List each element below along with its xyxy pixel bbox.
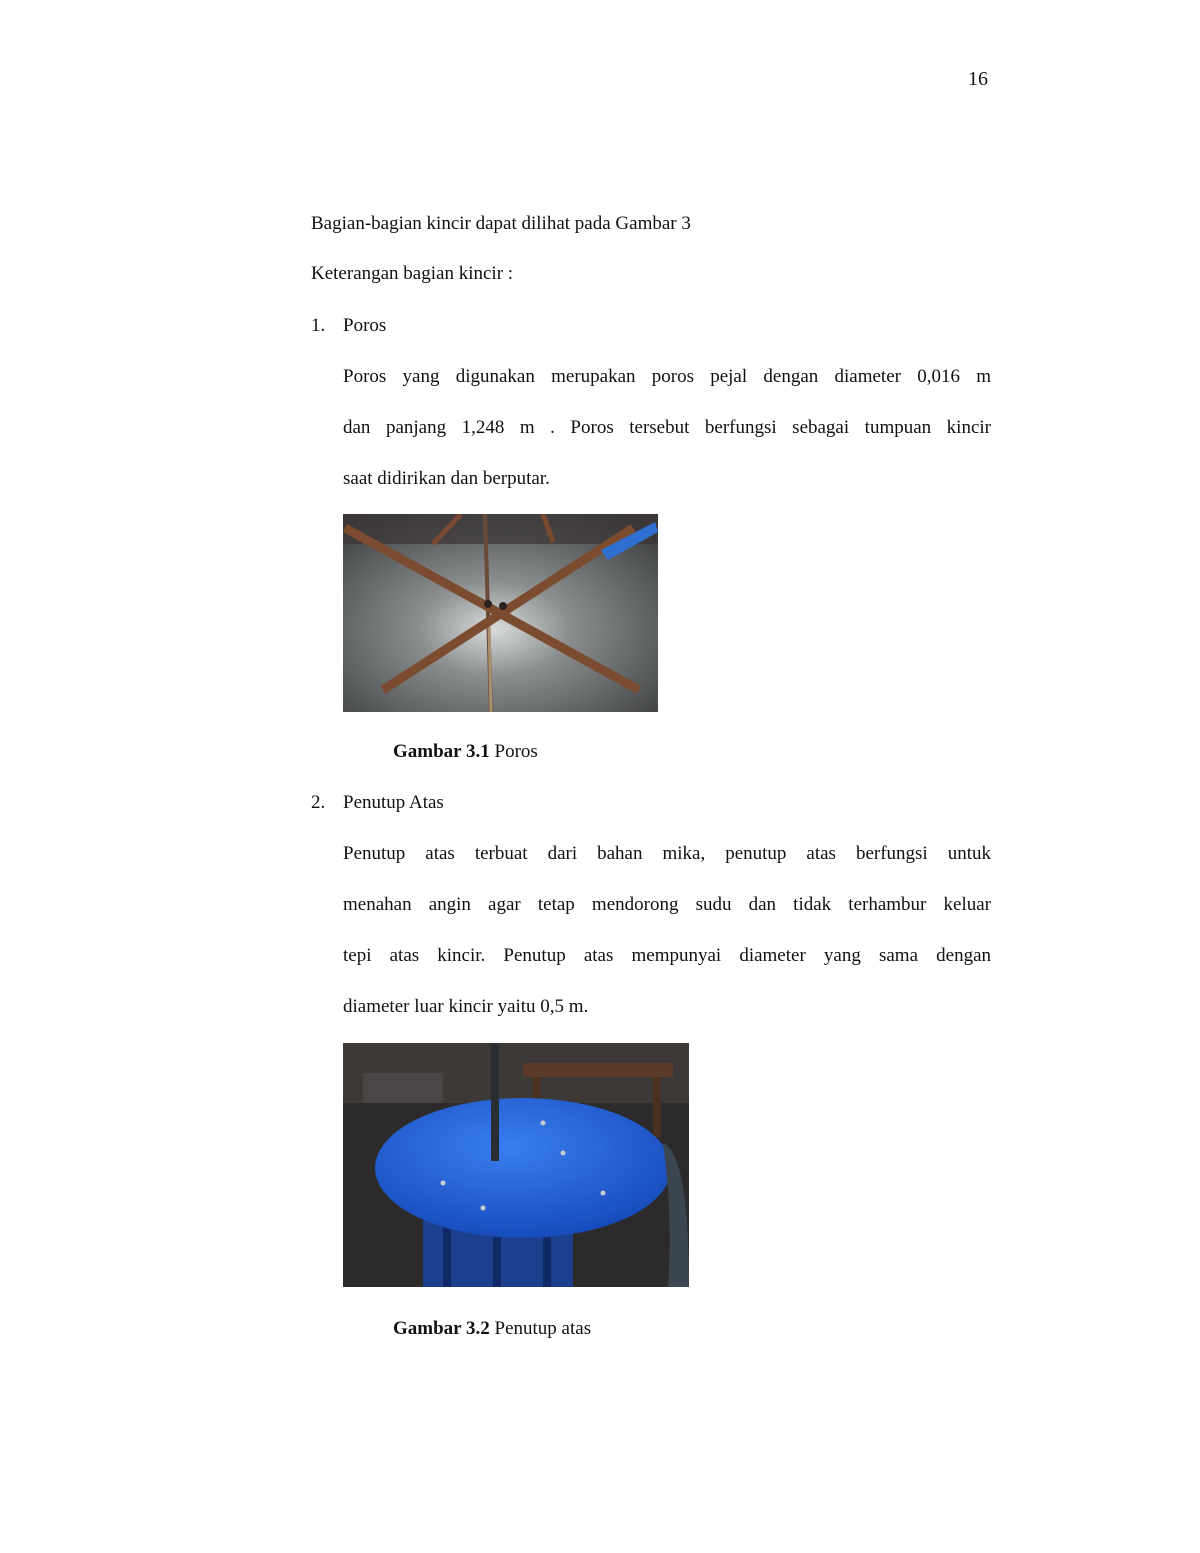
item-1-number: 1. [311,315,326,336]
item-1-paragraph-line: saat didirikan dan berputar. [343,468,550,489]
item-1-paragraph-line: dan panjang 1,248 m . Poros tersebut berfungsi sebagai tumpuan kincir [343,417,991,438]
figure-3-1-label: Gambar 3.1 [393,741,490,762]
item-2-number: 2. [311,792,326,813]
page-number: 16 [968,68,988,90]
figure-3-2-label: Gambar 3.2 [393,1318,490,1339]
item-1-paragraph-line: Poros yang digunakan merupakan poros pejal dengan diameter 0,016 m [343,366,991,387]
intro-line: Bagian-bagian kincir dapat dilihat pada Gambar 3 [311,213,691,234]
figure-3-1-text: Poros [494,741,538,762]
item-2-paragraph-line: diameter luar kincir yaitu 0,5 m. [343,996,589,1017]
item-2-paragraph-line: tepi atas kincir. Penutup atas mempunyai diameter yang sama dengan [343,945,991,966]
item-1-title: Poros [343,315,387,336]
figure-3-1-caption [393,740,538,764]
figure-3-2-text: Penutup atas [494,1318,592,1339]
figure-3-2-caption [393,1317,591,1341]
intro-subheading: Keterangan bagian kincir : [311,263,514,284]
item-2-paragraph-line: menahan angin agar tetap mendorong sudu dan tidak terhambur keluar [343,894,991,915]
figure-3-2-photo [343,1043,689,1287]
item-2-title: Penutup Atas [343,792,444,813]
item-2-paragraph-line: Penutup atas terbuat dari bahan mika, penutup atas berfungsi untuk [343,843,991,864]
figure-3-1-photo [343,514,658,712]
